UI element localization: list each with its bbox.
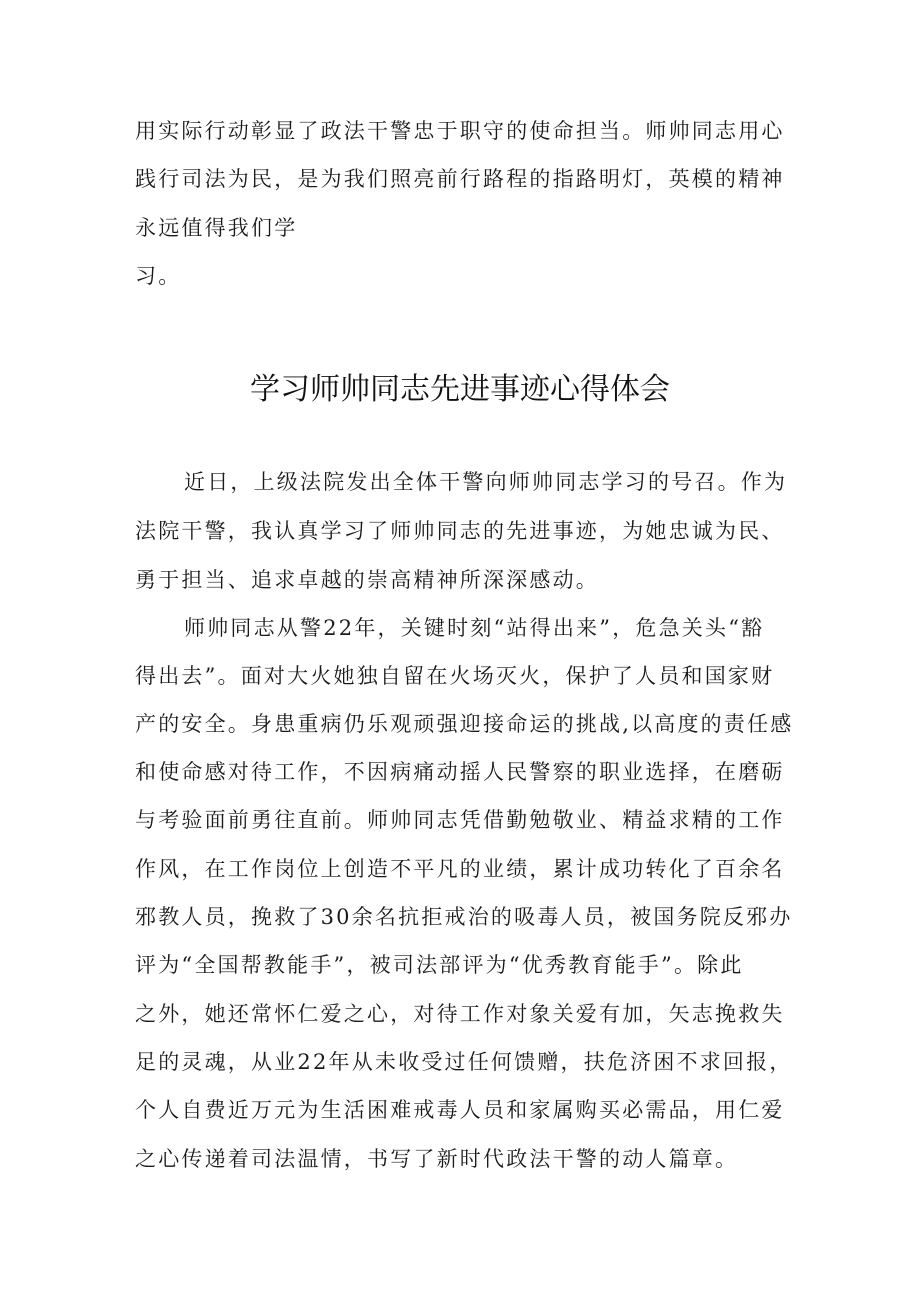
continuation-line-4: 习。 [135, 264, 182, 288]
paragraph2-line-10: 足的灵魂，从业22年从未收受过任何馈赠，扶危济困不求回报， [135, 1050, 793, 1074]
paragraph2-line-6: 作风，在工作岗位上创造不平凡的业绩，累计成功转化了百余名 [135, 857, 785, 881]
paragraph2-line-12: 之心传递着司法温情，书写了新时代政法干警的动人篇章。 [135, 1147, 739, 1171]
paragraph2-line-9: 之外，她还常怀仁爱之心，对待工作对象关爱有加，矢志挽救失 [135, 1002, 785, 1026]
paragraph1-line-1: 近日，上级法院发出全体干警向师帅同志学习的号召。作为 [184, 470, 788, 494]
paragraph2-line-8: 评为“全国帮教能手”，被司法部评为“优秀教育能手”。除此 [135, 953, 744, 977]
continuation-line-3: 永远值得我们学 [135, 216, 298, 240]
paragraph2-line-4: 和使命感对待工作，不因病痛动摇人民警察的职业选择，在磨砺 [135, 760, 785, 784]
continuation-line-2: 践行司法为民，是为我们照亮前行路程的指路明灯，英模的精神 [135, 167, 785, 191]
paragraph2-line-2: 得出去”。面对大火她独自留在火场灭火，保护了人员和国家财 [135, 664, 775, 688]
paragraph1-line-2: 法院干警，我认真学习了师帅同志的先进事迹，为她忠诚为民、 [135, 519, 785, 543]
continuation-line-1: 用实际行动彰显了政法干警忠于职守的使命担当。师帅同志用心 [135, 119, 785, 143]
paragraph2-line-11: 个人自费近万元为生活困难戒毒人员和家属购买必需品，用仁爱 [135, 1098, 785, 1122]
paragraph2-line-3: 产的安全。身患重病仍乐观顽强迎接命运的挑战,以高度的责任感 [135, 712, 794, 736]
document-title: 学习师帅同志先进事迹心得体会 [250, 372, 670, 407]
paragraph1-line-3: 勇于担当、追求卓越的崇高精神所深深感动。 [135, 568, 599, 592]
paragraph2-line-5: 与考验面前勇往直前。师帅同志凭借勤勉敬业、精益求精的工作 [135, 808, 785, 832]
paragraph2-line-1: 师帅同志从警22年，关键时刻“站得出来”，危急关头“豁 [184, 616, 765, 640]
paragraph2-line-7: 邪教人员，挽救了30余名抗拒戒治的吸毒人员，被国务院反邪办 [135, 905, 793, 929]
